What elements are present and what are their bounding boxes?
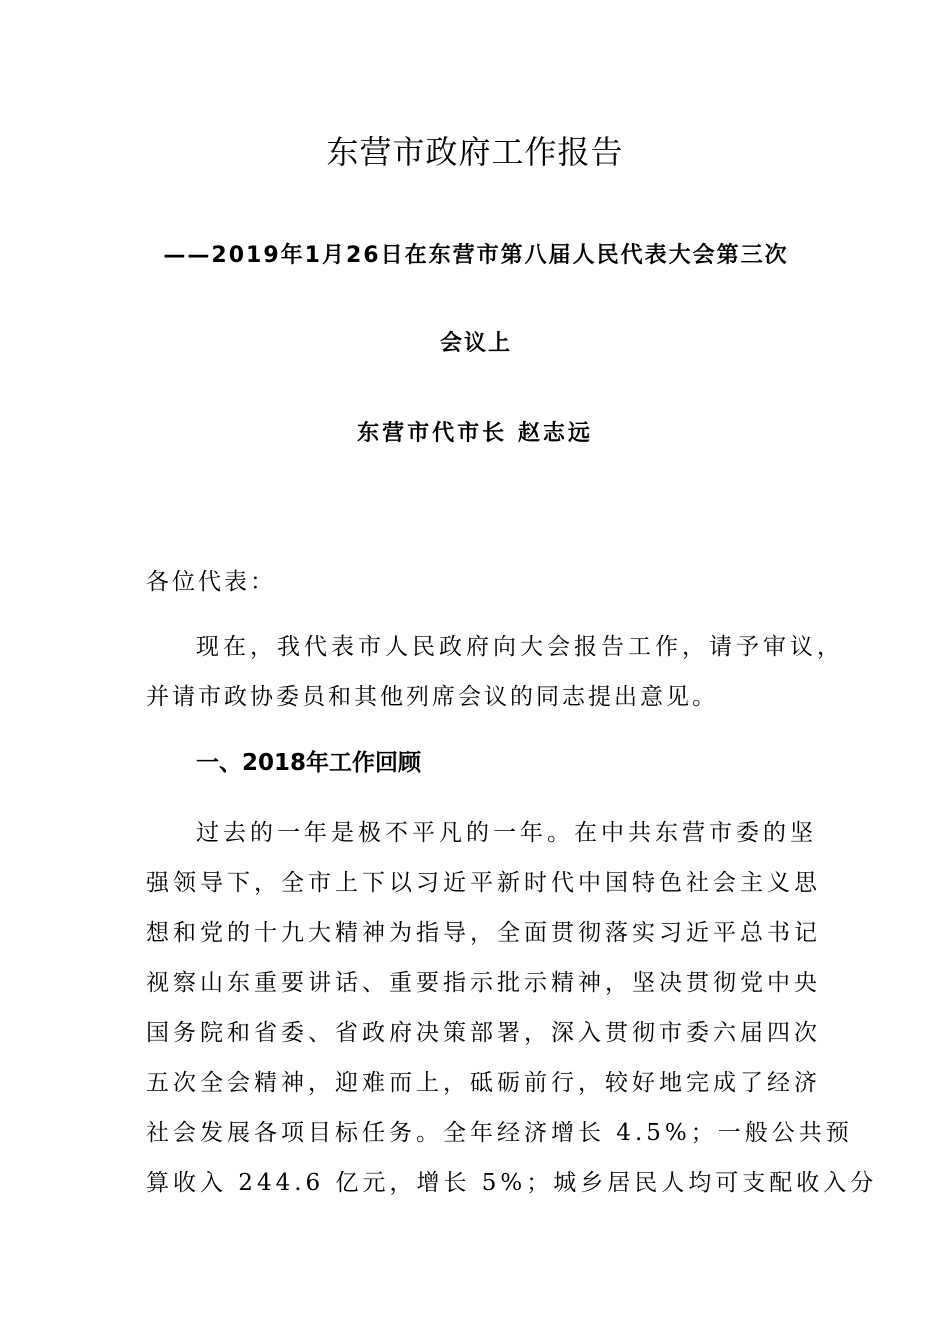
intro-line-2: 并请市政协委员和其他列席会议的同志提出意见。 [146,684,718,710]
review-line-2: 强领导下，全市上下以习近平新时代中国特色社会主义思 [146,870,821,896]
document-subtitle-line-1: ——2019年1月26日在东营市第八届人民代表大会第三次 [163,243,789,268]
document-title: 东营市政府工作报告 [326,133,624,171]
document-author: 东营市代市长 赵志远 [357,421,593,446]
section-heading: 一、2018年工作回顾 [196,750,422,776]
salutation: 各位代表： [146,569,276,595]
review-line-6: 五次全会精神，迎难而上，砥砺前行，较好地完成了经济 [146,1070,821,1096]
review-line-4: 视察山东重要讲话、重要指示批示精神，坚决贯彻党中央 [146,970,821,996]
review-line-5: 国务院和省委、省政府决策部署，深入贯彻市委六届四次 [146,1020,821,1046]
review-line-8: 算收入 244.6 亿元，增长 5%；城乡居民人均可支配收入分 [146,1170,878,1196]
review-line-1: 过去的一年是极不平凡的一年。在中共东营市委的坚 [196,820,817,846]
review-line-7: 社会发展各项目标任务。全年经济增长 4.5%；一般公共预 [146,1120,853,1146]
document-subtitle-line-2: 会议上 [439,331,512,356]
review-line-3: 想和党的十九大精神为指导，全面贯彻落实习近平总书记 [146,920,821,946]
intro-line-1: 现在，我代表市人民政府向大会报告工作，请予审议， [196,634,844,660]
